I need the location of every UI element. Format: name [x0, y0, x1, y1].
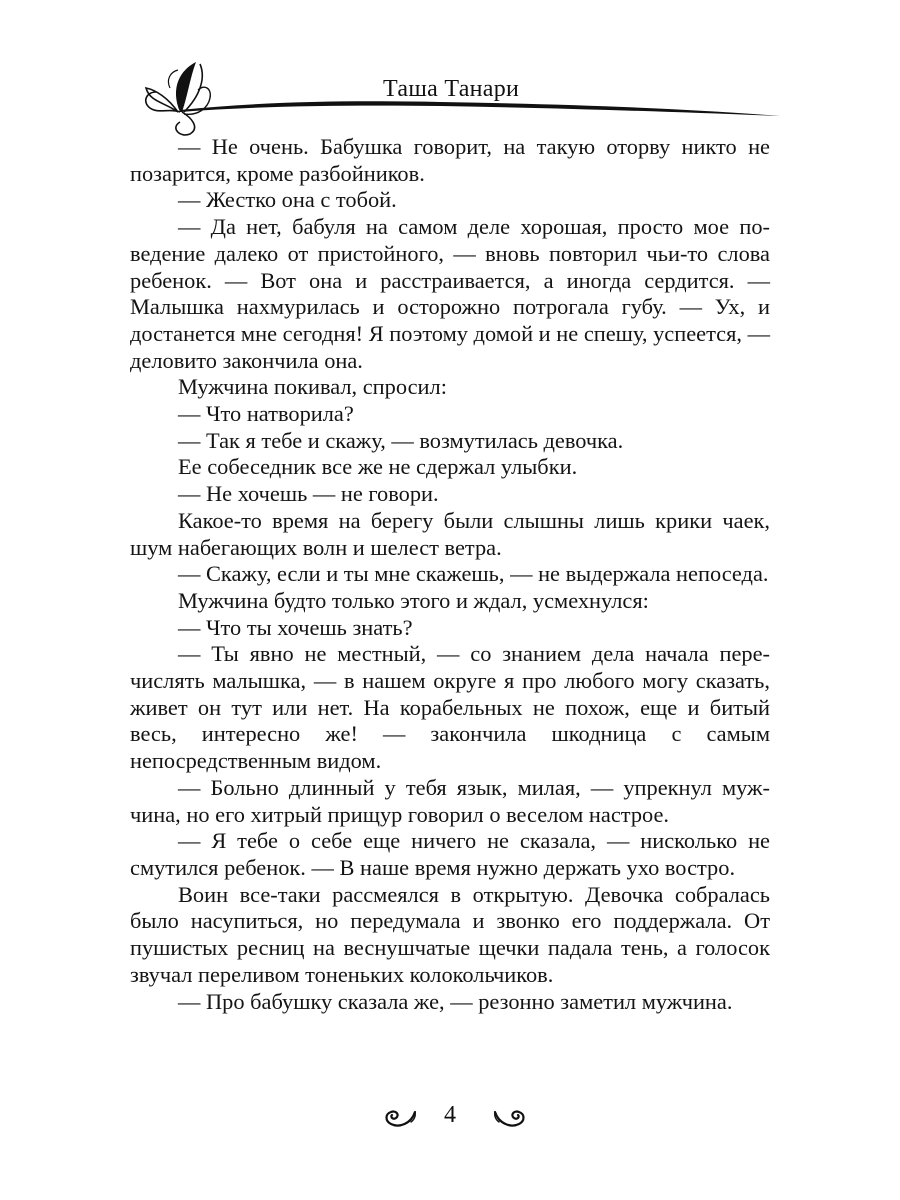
paragraph: — Что ты хочешь знать?: [178, 614, 413, 640]
paragraph: — Да нет, бабуля на самом деле хорошая, просто мое поведение далеко от пристойного, — вновь повторил чьи-то слова ребенок. — Вот она и расстраивается, а иногда сердится. — Малышка нахмурилась и осторожно потрогала губу. — Ух, и достанется мне сегодня! Я поэтому домой и не спешу, успеется, — деловито закончила она.: [130, 214, 770, 373]
paragraph: — Что натворила?: [178, 401, 354, 427]
running-header-author: Таша Танари: [383, 76, 520, 102]
paragraph: — Скажу, если и ты мне скажешь, — не выдержала непоседа.: [178, 561, 769, 587]
paragraph: Мужчина покивал, спросил:: [178, 374, 447, 400]
paragraph: — Жестко она с тобой.: [178, 187, 397, 213]
swirl-right-icon: [493, 1106, 527, 1132]
paragraph: — Я тебе о себе еще ничего не сказала, — нисколько не смутился ребенок. — В наше время нужно держать ухо востро.: [130, 828, 770, 880]
paragraph: — Не хочешь — не говори.: [178, 481, 439, 507]
paragraph: — Про бабушку сказала же, — резонно заметил мужчина.: [178, 988, 733, 1014]
paragraph: Воин все-таки рассмеялся в открытую. Девочка собралась было насупиться, но передумала и звонко его поддержала. От пушистых ресниц на веснушчатые щечки падала тень, а голосок звучал переливом тоненьких колокольчиков.: [130, 881, 770, 987]
paragraph: — Ты явно не местный, — со знанием дела начала перечислять малышка, — в нашем округе я про любого могу сказать, живет он тут или нет. На корабельных не похож, еще и битый весь, интересно же! — закончила шкодница с самым непосредственным видом.: [130, 641, 770, 774]
page-header: [0, 0, 900, 140]
paragraph: — Не очень. Бабушка говорит, на такую оторву никто не позарится, кроме разбойников.: [130, 134, 770, 186]
paragraph: — Так я тебе и скажу, — возмутилась девочка.: [178, 427, 624, 453]
paragraph: — Больно длинный у тебя язык, милая, — упрекнул мужчина, но его хитрый прищур говорил о веселом настрое.: [130, 774, 770, 827]
page-number: 4: [444, 1102, 456, 1128]
paragraph: Какое-то время на берегу были слышны лишь крики чаек, шум набегающих волн и шелест ветра.: [130, 507, 770, 560]
page-footer: [0, 1098, 900, 1142]
body-text: [130, 134, 770, 1015]
paragraph: Мужчина будто только этого и ждал, усмехнулся:: [178, 587, 649, 613]
paragraph: Ее собеседник все же не сдержал улыбки.: [178, 454, 578, 480]
